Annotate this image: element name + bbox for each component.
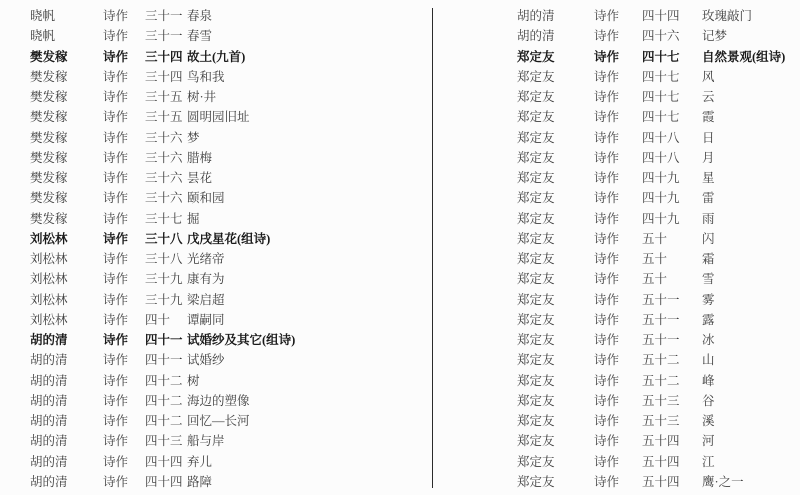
author-cell: 樊发稼: [30, 49, 68, 64]
genre-cell: 诗作: [103, 29, 129, 44]
genre-cell: 诗作: [594, 150, 620, 165]
table-row: [30, 46, 412, 66]
author-cell: 胡的清: [517, 9, 555, 24]
table-row: [30, 370, 412, 390]
table-row: [30, 329, 412, 349]
genre-cell: 诗作: [103, 353, 129, 368]
page-number-cell: 五十一: [642, 312, 680, 327]
genre-cell: 诗作: [103, 414, 129, 429]
title-cell: 掘: [187, 211, 200, 226]
title-cell: 春雪: [187, 29, 213, 44]
page-number-cell: 三十四: [145, 49, 183, 64]
author-cell: 胡的清: [30, 393, 68, 408]
author-cell: 郑定友: [517, 49, 555, 64]
genre-cell: 诗作: [594, 414, 620, 429]
genre-cell: 诗作: [594, 29, 620, 44]
page-number-cell: 三十六: [145, 191, 183, 206]
author-cell: 刘松林: [30, 252, 68, 267]
author-cell: 刘松林: [30, 312, 68, 327]
title-cell: 路障: [187, 474, 213, 489]
page-number-cell: 五十二: [642, 353, 680, 368]
title-cell: 闪: [702, 231, 715, 246]
table-row: [517, 127, 797, 147]
page-number-cell: 四十一: [145, 333, 183, 348]
author-cell: 郑定友: [517, 69, 555, 84]
author-cell: 刘松林: [30, 231, 68, 246]
table-row: [517, 471, 797, 491]
title-cell: 记梦: [702, 29, 728, 44]
table-row: [517, 349, 797, 369]
page-number-cell: 五十一: [642, 292, 680, 307]
page-number-cell: 五十四: [642, 434, 680, 449]
author-cell: 郑定友: [517, 252, 555, 267]
table-row: [517, 86, 797, 106]
author-cell: 郑定友: [517, 211, 555, 226]
page-number-cell: 五十: [642, 272, 668, 287]
author-cell: 郑定友: [517, 292, 555, 307]
table-row: [517, 451, 797, 471]
author-cell: 胡的清: [30, 454, 68, 469]
title-cell: 船与岸: [187, 434, 225, 449]
genre-cell: 诗作: [594, 211, 620, 226]
column-divider: [432, 8, 433, 488]
author-cell: 樊发稼: [30, 191, 68, 206]
page-number-cell: 五十三: [642, 414, 680, 429]
page-number-cell: 三十九: [145, 292, 183, 307]
table-row: [517, 268, 797, 288]
author-cell: 郑定友: [517, 474, 555, 489]
genre-cell: 诗作: [103, 252, 129, 267]
author-cell: 刘松林: [30, 272, 68, 287]
page-number-cell: 四十三: [145, 434, 183, 449]
index-column-right: [517, 5, 797, 491]
title-cell: 鸟和我: [187, 69, 225, 84]
genre-cell: 诗作: [594, 231, 620, 246]
table-row: [517, 106, 797, 126]
author-cell: 樊发稼: [30, 171, 68, 186]
author-cell: 郑定友: [517, 312, 555, 327]
genre-cell: 诗作: [103, 191, 129, 206]
page-number-cell: 五十四: [642, 474, 680, 489]
title-cell: 试婚纱及其它(组诗): [187, 333, 296, 348]
page-number-cell: 四十九: [642, 211, 680, 226]
page-number-cell: 三十六: [145, 150, 183, 165]
table-row: [30, 25, 412, 45]
author-cell: 郑定友: [517, 353, 555, 368]
author-cell: 樊发稼: [30, 90, 68, 105]
author-cell: 郑定友: [517, 191, 555, 206]
page-number-cell: 四十九: [642, 171, 680, 186]
title-cell: 回忆—长河: [187, 414, 250, 429]
genre-cell: 诗作: [594, 312, 620, 327]
page-number-cell: 三十八: [145, 252, 183, 267]
author-cell: 晓帆: [30, 29, 56, 44]
page-number-cell: 四十二: [145, 414, 183, 429]
title-cell: 海边的塑像: [187, 393, 250, 408]
author-cell: 郑定友: [517, 130, 555, 145]
table-row: [517, 25, 797, 45]
title-cell: 风: [702, 69, 715, 84]
title-cell: 树·井: [187, 90, 217, 105]
table-row: [30, 268, 412, 288]
author-cell: 樊发稼: [30, 211, 68, 226]
page-number-cell: 三十七: [145, 211, 183, 226]
genre-cell: 诗作: [103, 434, 129, 449]
author-cell: 郑定友: [517, 434, 555, 449]
table-row: [30, 309, 412, 329]
genre-cell: 诗作: [594, 292, 620, 307]
title-cell: 戊戌星花(组诗): [187, 231, 271, 246]
title-cell: 月: [702, 150, 715, 165]
page-number-cell: 四十七: [642, 49, 680, 64]
table-row: [517, 370, 797, 390]
author-cell: 郑定友: [517, 171, 555, 186]
table-row: [30, 187, 412, 207]
title-cell: 故土(九首): [187, 49, 246, 64]
title-cell: 日: [702, 130, 715, 145]
genre-cell: 诗作: [594, 333, 620, 348]
title-cell: 谭嗣同: [187, 312, 225, 327]
author-cell: 樊发稼: [30, 130, 68, 145]
page-number-cell: 四十四: [145, 474, 183, 489]
title-cell: 梦: [187, 130, 200, 145]
page-number-cell: 四十二: [145, 373, 183, 388]
genre-cell: 诗作: [594, 353, 620, 368]
page-number-cell: 四十九: [642, 191, 680, 206]
title-cell: 玫瑰敲门: [702, 9, 753, 24]
title-cell: 弃儿: [187, 454, 213, 469]
title-cell: 雨: [702, 211, 715, 226]
page-number-cell: 三十一: [145, 29, 183, 44]
genre-cell: 诗作: [103, 90, 129, 105]
table-row: [30, 451, 412, 471]
table-row: [517, 167, 797, 187]
table-row: [30, 228, 412, 248]
genre-cell: 诗作: [594, 393, 620, 408]
page-number-cell: 四十四: [642, 9, 680, 24]
genre-cell: 诗作: [594, 373, 620, 388]
table-row: [517, 309, 797, 329]
index-column-left: [30, 5, 412, 491]
title-cell: 霜: [702, 252, 715, 267]
author-cell: 郑定友: [517, 454, 555, 469]
table-row: [517, 390, 797, 410]
genre-cell: 诗作: [103, 130, 129, 145]
genre-cell: 诗作: [594, 434, 620, 449]
table-row: [517, 329, 797, 349]
genre-cell: 诗作: [594, 171, 620, 186]
table-row: [30, 147, 412, 167]
title-cell: 河: [702, 434, 715, 449]
page-number-cell: 四十七: [642, 90, 680, 105]
title-cell: 树: [187, 373, 200, 388]
author-cell: 郑定友: [517, 393, 555, 408]
table-row: [517, 248, 797, 268]
author-cell: 郑定友: [517, 272, 555, 287]
title-cell: 昙花: [187, 171, 213, 186]
table-row: [30, 5, 412, 25]
genre-cell: 诗作: [594, 272, 620, 287]
genre-cell: 诗作: [103, 110, 129, 125]
page-number-cell: 四十八: [642, 130, 680, 145]
page-number-cell: 四十七: [642, 69, 680, 84]
page-number-cell: 四十七: [642, 110, 680, 125]
page-number-cell: 三十四: [145, 69, 183, 84]
page-number-cell: 三十九: [145, 272, 183, 287]
table-row: [517, 147, 797, 167]
table-row: [30, 208, 412, 228]
genre-cell: 诗作: [594, 49, 620, 64]
page-number-cell: 三十六: [145, 130, 183, 145]
table-row: [30, 106, 412, 126]
title-cell: 溪: [702, 414, 715, 429]
genre-cell: 诗作: [103, 312, 129, 327]
genre-cell: 诗作: [103, 333, 129, 348]
table-row: [517, 208, 797, 228]
table-row: [517, 5, 797, 25]
title-cell: 腊梅: [187, 150, 213, 165]
table-row: [30, 390, 412, 410]
author-cell: 胡的清: [517, 29, 555, 44]
title-cell: 康有为: [187, 272, 225, 287]
title-cell: 雾: [702, 292, 715, 307]
genre-cell: 诗作: [594, 454, 620, 469]
table-row: [517, 66, 797, 86]
page-number-cell: 四十二: [145, 393, 183, 408]
title-cell: 谷: [702, 393, 715, 408]
author-cell: 刘松林: [30, 292, 68, 307]
page-number-cell: 三十五: [145, 110, 183, 125]
genre-cell: 诗作: [103, 69, 129, 84]
title-cell: 圆明园旧址: [187, 110, 250, 125]
page-number-cell: 五十一: [642, 333, 680, 348]
genre-cell: 诗作: [103, 373, 129, 388]
genre-cell: 诗作: [103, 474, 129, 489]
page-number-cell: 四十六: [642, 29, 680, 44]
title-cell: 露: [702, 312, 715, 327]
page-number-cell: 五十: [642, 231, 668, 246]
title-cell: 霞: [702, 110, 715, 125]
author-cell: 胡的清: [30, 414, 68, 429]
genre-cell: 诗作: [103, 292, 129, 307]
author-cell: 郑定友: [517, 333, 555, 348]
table-row: [30, 430, 412, 450]
genre-cell: 诗作: [103, 454, 129, 469]
genre-cell: 诗作: [103, 393, 129, 408]
author-cell: 郑定友: [517, 90, 555, 105]
page-number-cell: 三十一: [145, 9, 183, 24]
table-row: [30, 86, 412, 106]
page-number-cell: 四十: [145, 312, 171, 327]
table-row: [30, 66, 412, 86]
page-number-cell: 五十三: [642, 393, 680, 408]
page-number-cell: 三十六: [145, 171, 183, 186]
title-cell: 江: [702, 454, 715, 469]
table-row: [517, 228, 797, 248]
genre-cell: 诗作: [594, 191, 620, 206]
author-cell: 郑定友: [517, 110, 555, 125]
genre-cell: 诗作: [103, 171, 129, 186]
genre-cell: 诗作: [594, 9, 620, 24]
author-cell: 郑定友: [517, 414, 555, 429]
author-cell: 郑定友: [517, 150, 555, 165]
table-row: [30, 410, 412, 430]
table-row: [517, 187, 797, 207]
title-cell: 梁启超: [187, 292, 225, 307]
table-row: [30, 167, 412, 187]
table-row: [517, 430, 797, 450]
author-cell: 胡的清: [30, 333, 68, 348]
author-cell: 胡的清: [30, 474, 68, 489]
title-cell: 颐和园: [187, 191, 225, 206]
genre-cell: 诗作: [594, 90, 620, 105]
genre-cell: 诗作: [103, 9, 129, 24]
author-cell: 樊发稼: [30, 110, 68, 125]
title-cell: 星: [702, 171, 715, 186]
page-number-cell: 四十四: [145, 454, 183, 469]
author-cell: 胡的清: [30, 373, 68, 388]
page-number-cell: 五十四: [642, 454, 680, 469]
author-cell: 郑定友: [517, 373, 555, 388]
genre-cell: 诗作: [103, 231, 129, 246]
page-number-cell: 三十五: [145, 90, 183, 105]
title-cell: 云: [702, 90, 715, 105]
author-cell: 胡的清: [30, 434, 68, 449]
title-cell: 鹰·之一: [702, 474, 744, 489]
genre-cell: 诗作: [103, 49, 129, 64]
genre-cell: 诗作: [103, 150, 129, 165]
title-cell: 试婚纱: [187, 353, 225, 368]
genre-cell: 诗作: [594, 110, 620, 125]
author-cell: 郑定友: [517, 231, 555, 246]
table-row: [30, 349, 412, 369]
page-number-cell: 五十: [642, 252, 668, 267]
page-number-cell: 四十八: [642, 150, 680, 165]
page-number-cell: 三十八: [145, 231, 183, 246]
title-cell: 峰: [702, 373, 715, 388]
title-cell: 雷: [702, 191, 715, 206]
author-cell: 晓帆: [30, 9, 56, 24]
genre-cell: 诗作: [594, 69, 620, 84]
author-cell: 樊发稼: [30, 150, 68, 165]
genre-cell: 诗作: [103, 211, 129, 226]
genre-cell: 诗作: [594, 474, 620, 489]
page-number-cell: 四十一: [145, 353, 183, 368]
table-row: [30, 289, 412, 309]
title-cell: 光绪帝: [187, 252, 225, 267]
table-row: [30, 471, 412, 491]
title-cell: 春泉: [187, 9, 213, 24]
table-row: [517, 410, 797, 430]
page-number-cell: 五十二: [642, 373, 680, 388]
table-row: [517, 46, 797, 66]
author-cell: 胡的清: [30, 353, 68, 368]
title-cell: 自然景观(组诗): [702, 49, 786, 64]
genre-cell: 诗作: [103, 272, 129, 287]
title-cell: 山: [702, 353, 715, 368]
genre-cell: 诗作: [594, 252, 620, 267]
genre-cell: 诗作: [594, 130, 620, 145]
table-row: [30, 127, 412, 147]
title-cell: 雪: [702, 272, 715, 287]
title-cell: 冰: [702, 333, 715, 348]
table-row: [30, 248, 412, 268]
author-cell: 樊发稼: [30, 69, 68, 84]
table-row: [517, 289, 797, 309]
